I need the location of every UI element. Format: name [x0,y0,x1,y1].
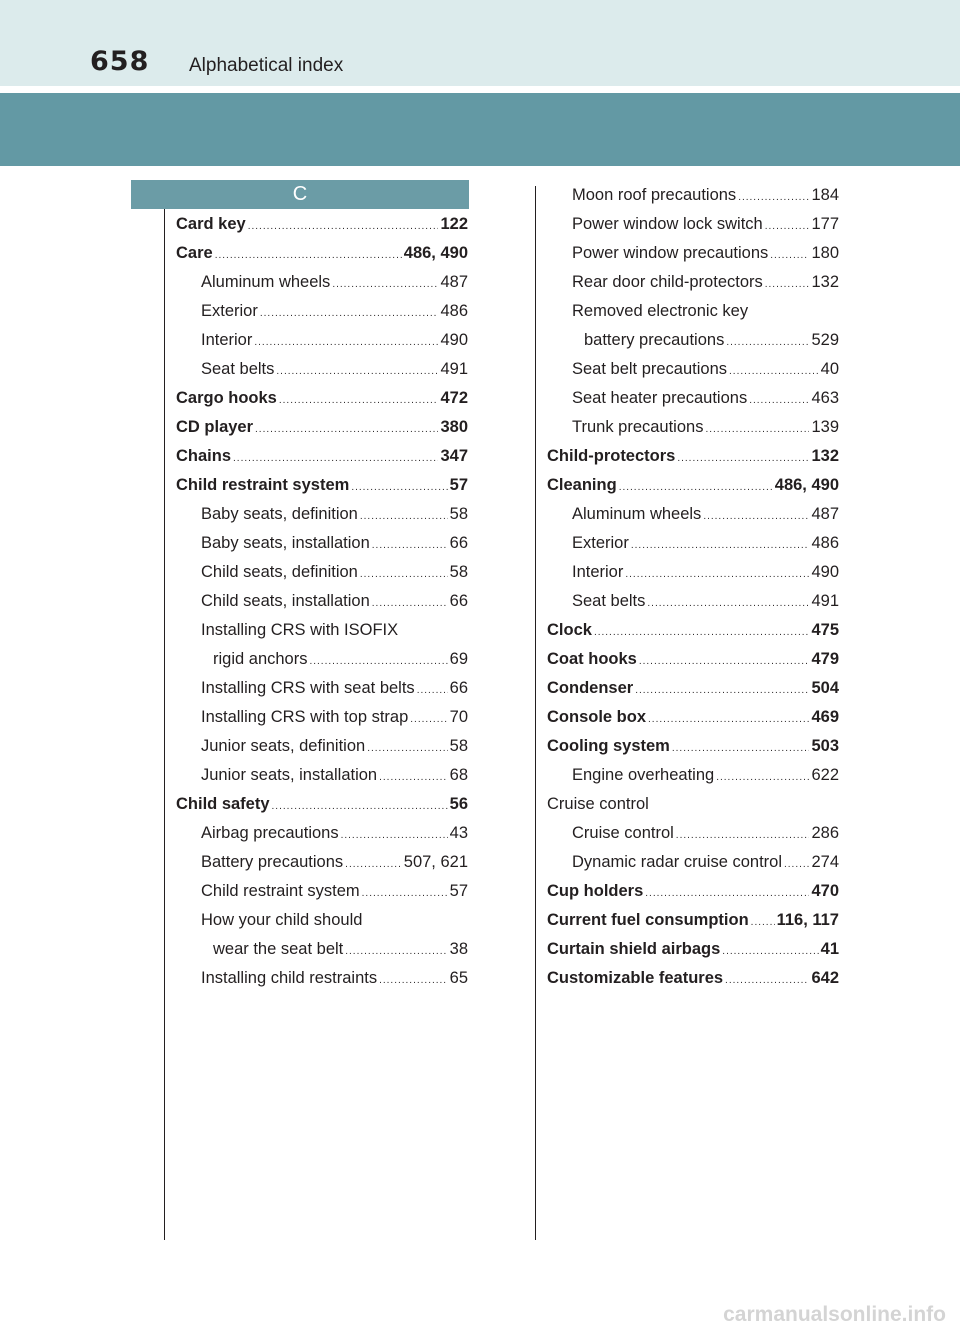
index-entry-term: Battery precautions [201,853,344,871]
index-entry-page[interactable]: 66 [449,534,468,552]
dot-leader [332,270,438,299]
index-entry-page[interactable]: 463 [811,389,839,407]
index-entry-page[interactable]: 38 [449,940,468,958]
index-entry[interactable] [547,877,839,906]
index-entry-term: Installing CRS with ISOFIX [201,621,399,639]
index-entry-term: Cargo hooks [176,389,277,407]
index-entry-term: Seat belts [572,592,646,610]
index-entry-term: Junior seats, installation [201,766,378,784]
index-entry[interactable] [547,906,839,935]
index-entry-page[interactable]: 475 [811,621,839,639]
index-entry[interactable] [547,935,839,964]
index-entry[interactable] [176,326,468,355]
dot-leader [594,618,810,647]
index-entry-page[interactable]: 507, 621 [403,853,468,871]
index-entry-term: Aluminum wheels [201,273,331,291]
index-entry-term: Cup holders [547,882,644,900]
index-entry-term: Junior seats, definition [201,737,366,755]
index-entry-page[interactable]: 347 [440,447,468,465]
index-entry-term: Chains [176,447,232,465]
index-entry[interactable] [547,674,839,703]
index-entry-page[interactable]: 486, 490 [774,476,839,494]
index-entry[interactable] [176,558,468,587]
dot-leader [749,386,809,415]
index-entry[interactable] [547,355,839,384]
watermark-text: carmanualsonline.info [723,1303,946,1326]
index-entry-term: Power window precautions [572,244,769,262]
index-entry[interactable] [176,732,468,761]
index-entry-term: Cleaning [547,476,617,494]
index-entry-term: Current fuel consumption [547,911,749,929]
dot-leader [372,531,448,560]
index-entry-page[interactable]: 57 [449,882,468,900]
index-entry-term: Trunk precautions [572,418,704,436]
index-entry-term: Interior [201,331,253,349]
dot-leader [765,270,810,299]
index-entry[interactable] [176,964,468,993]
index-entry-term: Installing CRS with seat belts [201,679,415,697]
index-entry[interactable] [547,268,839,297]
index-entry-page[interactable]: 184 [811,186,839,204]
index-entry-page[interactable]: 58 [449,737,468,755]
index-entry-page[interactable]: 116, 117 [776,911,839,929]
index-entry[interactable] [547,297,839,326]
index-entry[interactable] [176,761,468,790]
index-entry[interactable] [547,326,839,355]
index-entry-term: Cruise control [572,824,674,842]
dot-leader [276,357,438,386]
dot-leader [417,676,448,705]
index-entry-page[interactable]: 486 [811,534,839,552]
index-entry-page[interactable]: 70 [449,708,468,726]
index-entry[interactable] [176,819,468,848]
index-entry-page[interactable]: 139 [811,418,839,436]
dot-leader [379,966,448,995]
dot-leader [645,879,809,908]
index-entry-term: Exterior [201,302,258,320]
index-entry-term: Curtain shield airbags [547,940,721,958]
index-entry-term: Baby seats, installation [201,534,370,552]
index-entry[interactable] [176,384,468,413]
dot-leader [619,473,773,502]
index-entry-page[interactable]: 286 [811,824,839,842]
dot-leader [372,589,448,618]
index-entry-term: Seat belt precautions [572,360,728,378]
index-entry-page[interactable]: 132 [811,273,839,291]
index-entry-term: Installing child restraints [201,969,378,987]
index-entry[interactable] [176,471,468,500]
index-entry[interactable] [547,616,839,645]
dot-leader [635,676,809,705]
index-entry-page[interactable]: 487 [811,505,839,523]
index-entry[interactable] [547,471,839,500]
dot-leader [705,415,809,444]
index-entry-term: Exterior [572,534,629,552]
index-entry-term: Interior [572,563,624,581]
header-divider [0,86,960,93]
index-entry[interactable] [547,645,839,674]
dot-leader [729,357,819,386]
dot-leader [367,734,447,763]
index-entry-page[interactable]: 504 [811,679,839,697]
dot-leader [677,444,809,473]
dot-leader [233,444,438,473]
index-entry-page[interactable]: 642 [811,969,839,987]
dot-leader [379,763,448,792]
index-entry-page[interactable]: 122 [440,215,468,233]
index-entry[interactable] [547,529,839,558]
index-entry-term: rigid anchors [213,650,308,668]
index-entry-page[interactable]: 180 [811,244,839,262]
dot-leader [362,879,448,908]
index-entry-term: Aluminum wheels [572,505,702,523]
index-entry-page[interactable]: 380 [440,418,468,436]
index-entry[interactable] [176,442,468,471]
index-entry-page[interactable]: 470 [811,882,839,900]
dot-leader [639,647,810,676]
index-entry[interactable] [176,268,468,297]
index-entry[interactable] [176,529,468,558]
index-entry-page[interactable]: 486, 490 [403,244,468,262]
index-entry-term: Care [176,244,213,262]
dot-leader [648,705,809,734]
index-entry-page[interactable]: 68 [449,766,468,784]
index-entry-page[interactable]: 472 [440,389,468,407]
index-entry-page[interactable]: 66 [449,679,468,697]
index-entry-term: Child-protectors [547,447,676,465]
index-entry[interactable] [547,964,839,993]
index-entry-term: Engine overheating [572,766,715,784]
index-entry-term: How your child should [201,911,363,929]
index-entry[interactable] [547,442,839,471]
index-entry-term: Moon roof precautions [572,186,737,204]
dot-leader [631,531,810,560]
dot-leader [254,328,438,357]
index-entry-term: battery precautions [584,331,725,349]
index-column-right [547,181,839,993]
dot-leader [672,734,810,763]
index-entry-page[interactable]: 491 [440,360,468,378]
index-entry[interactable] [547,239,839,268]
index-entry-term: Cooling system [547,737,670,755]
index-entry-term: wear the seat belt [213,940,344,958]
index-entry[interactable] [176,413,468,442]
index-entry-page[interactable]: 40 [820,360,839,378]
dot-leader [345,937,447,966]
index-entry-term: Console box [547,708,647,726]
index-entry-term: Condenser [547,679,634,697]
index-entry[interactable] [176,906,468,935]
index-entry[interactable] [176,848,468,877]
index-entry[interactable] [176,210,468,239]
index-entry-term: Customizable features [547,969,724,987]
dot-leader [716,763,809,792]
dot-leader [345,850,402,879]
index-entry-term: Airbag precautions [201,824,339,842]
index-entry-term: Seat belts [201,360,275,378]
index-entry-term: Installing CRS with top strap [201,708,409,726]
dot-leader [360,560,448,589]
dot-leader [215,241,402,270]
index-entry-term: CD player [176,418,254,436]
index-entry-page[interactable]: 56 [449,795,468,813]
index-entry[interactable] [547,819,839,848]
dot-leader [738,183,809,212]
dot-leader [272,792,448,821]
index-column-left [176,210,468,993]
index-entry[interactable] [547,761,839,790]
dot-leader [625,560,809,589]
index-entry[interactable] [547,790,839,819]
right-column-rule [535,186,536,1240]
section-letter-heading: C [131,180,469,209]
dot-leader [726,328,809,357]
index-entry[interactable] [547,558,839,587]
page-title: Alphabetical index [189,55,344,76]
dot-leader [647,589,809,618]
index-entry-term: Coat hooks [547,650,637,668]
index-entry-term: Removed electronic key [572,302,749,320]
index-entry-page[interactable]: 57 [449,476,468,494]
index-entry-term: Child seats, installation [201,592,370,610]
dot-leader [309,647,447,676]
index-entry-term: Dynamic radar cruise control [572,853,782,871]
index-entry-page[interactable]: 58 [449,505,468,523]
index-entry-page[interactable]: 469 [811,708,839,726]
dot-leader [410,705,447,734]
dot-leader [248,212,439,241]
dot-leader [360,502,448,531]
index-entry[interactable] [547,500,839,529]
index-entry-page[interactable]: 486 [440,302,468,320]
index-entry[interactable] [547,413,839,442]
index-entry-term: Child safety [176,795,270,813]
index-entry[interactable] [176,674,468,703]
index-entry[interactable] [176,877,468,906]
dot-leader [722,937,818,966]
index-entry[interactable] [176,297,468,326]
index-entry-page[interactable]: 491 [811,592,839,610]
index-entry-page[interactable]: 490 [440,331,468,349]
dot-leader [784,850,809,879]
index-entry-page[interactable]: 41 [820,940,839,958]
index-entry-page[interactable]: 65 [449,969,468,987]
index-entry[interactable] [547,587,839,616]
index-entry-page[interactable]: 490 [811,563,839,581]
index-entry-page[interactable]: 622 [811,766,839,784]
index-entry[interactable] [176,239,468,268]
index-entry-page[interactable]: 487 [440,273,468,291]
index-entry[interactable] [547,703,839,732]
index-entry-page[interactable]: 43 [449,824,468,842]
dot-leader [770,241,809,270]
index-entry-term: Power window lock switch [572,215,763,233]
index-entry[interactable] [176,645,468,674]
dot-leader [703,502,809,531]
index-entry-page[interactable]: 274 [811,853,839,871]
dot-leader [725,966,809,995]
index-entry[interactable] [176,355,468,384]
index-entry-term: Rear door child-protectors [572,273,763,291]
index-entry[interactable] [547,732,839,761]
page-number: 658 [90,46,150,77]
index-entry[interactable] [176,790,468,819]
index-entry-page[interactable]: 69 [449,650,468,668]
index-entry-page[interactable]: 132 [811,447,839,465]
index-entry[interactable] [547,384,839,413]
index-entry-term: Seat heater precautions [572,389,748,407]
index-entry-page[interactable]: 479 [811,650,839,668]
index-entry-page[interactable]: 66 [449,592,468,610]
index-entry[interactable] [547,210,839,239]
index-entry[interactable] [176,935,468,964]
dot-leader [676,821,810,850]
index-entry-term: Baby seats, definition [201,505,358,523]
index-entry[interactable] [547,181,839,210]
index-entry[interactable] [176,703,468,732]
index-entry[interactable] [547,848,839,877]
index-entry-term: Cruise control [547,795,649,813]
index-entry-page[interactable]: 177 [811,215,839,233]
index-entry[interactable] [176,500,468,529]
index-entry[interactable] [176,587,468,616]
index-entry-term: Child restraint system [201,882,360,900]
index-entry-page[interactable]: 529 [811,331,839,349]
index-entry-term: Card key [176,215,246,233]
index-entry-term: Child seats, definition [201,563,358,581]
left-column-rule [164,209,165,1240]
dot-leader [260,299,439,328]
index-entry-page[interactable]: 58 [449,563,468,581]
index-entry-page[interactable]: 503 [811,737,839,755]
dot-leader [351,473,447,502]
index-entry-term: Child restraint system [176,476,350,494]
dot-leader [751,908,775,937]
index-entry[interactable] [176,616,468,645]
dot-leader [279,386,439,415]
decorative-band [0,93,960,166]
dot-leader [255,415,438,444]
dot-leader [341,821,448,850]
index-entry-term: Clock [547,621,592,639]
dot-leader [765,212,810,241]
